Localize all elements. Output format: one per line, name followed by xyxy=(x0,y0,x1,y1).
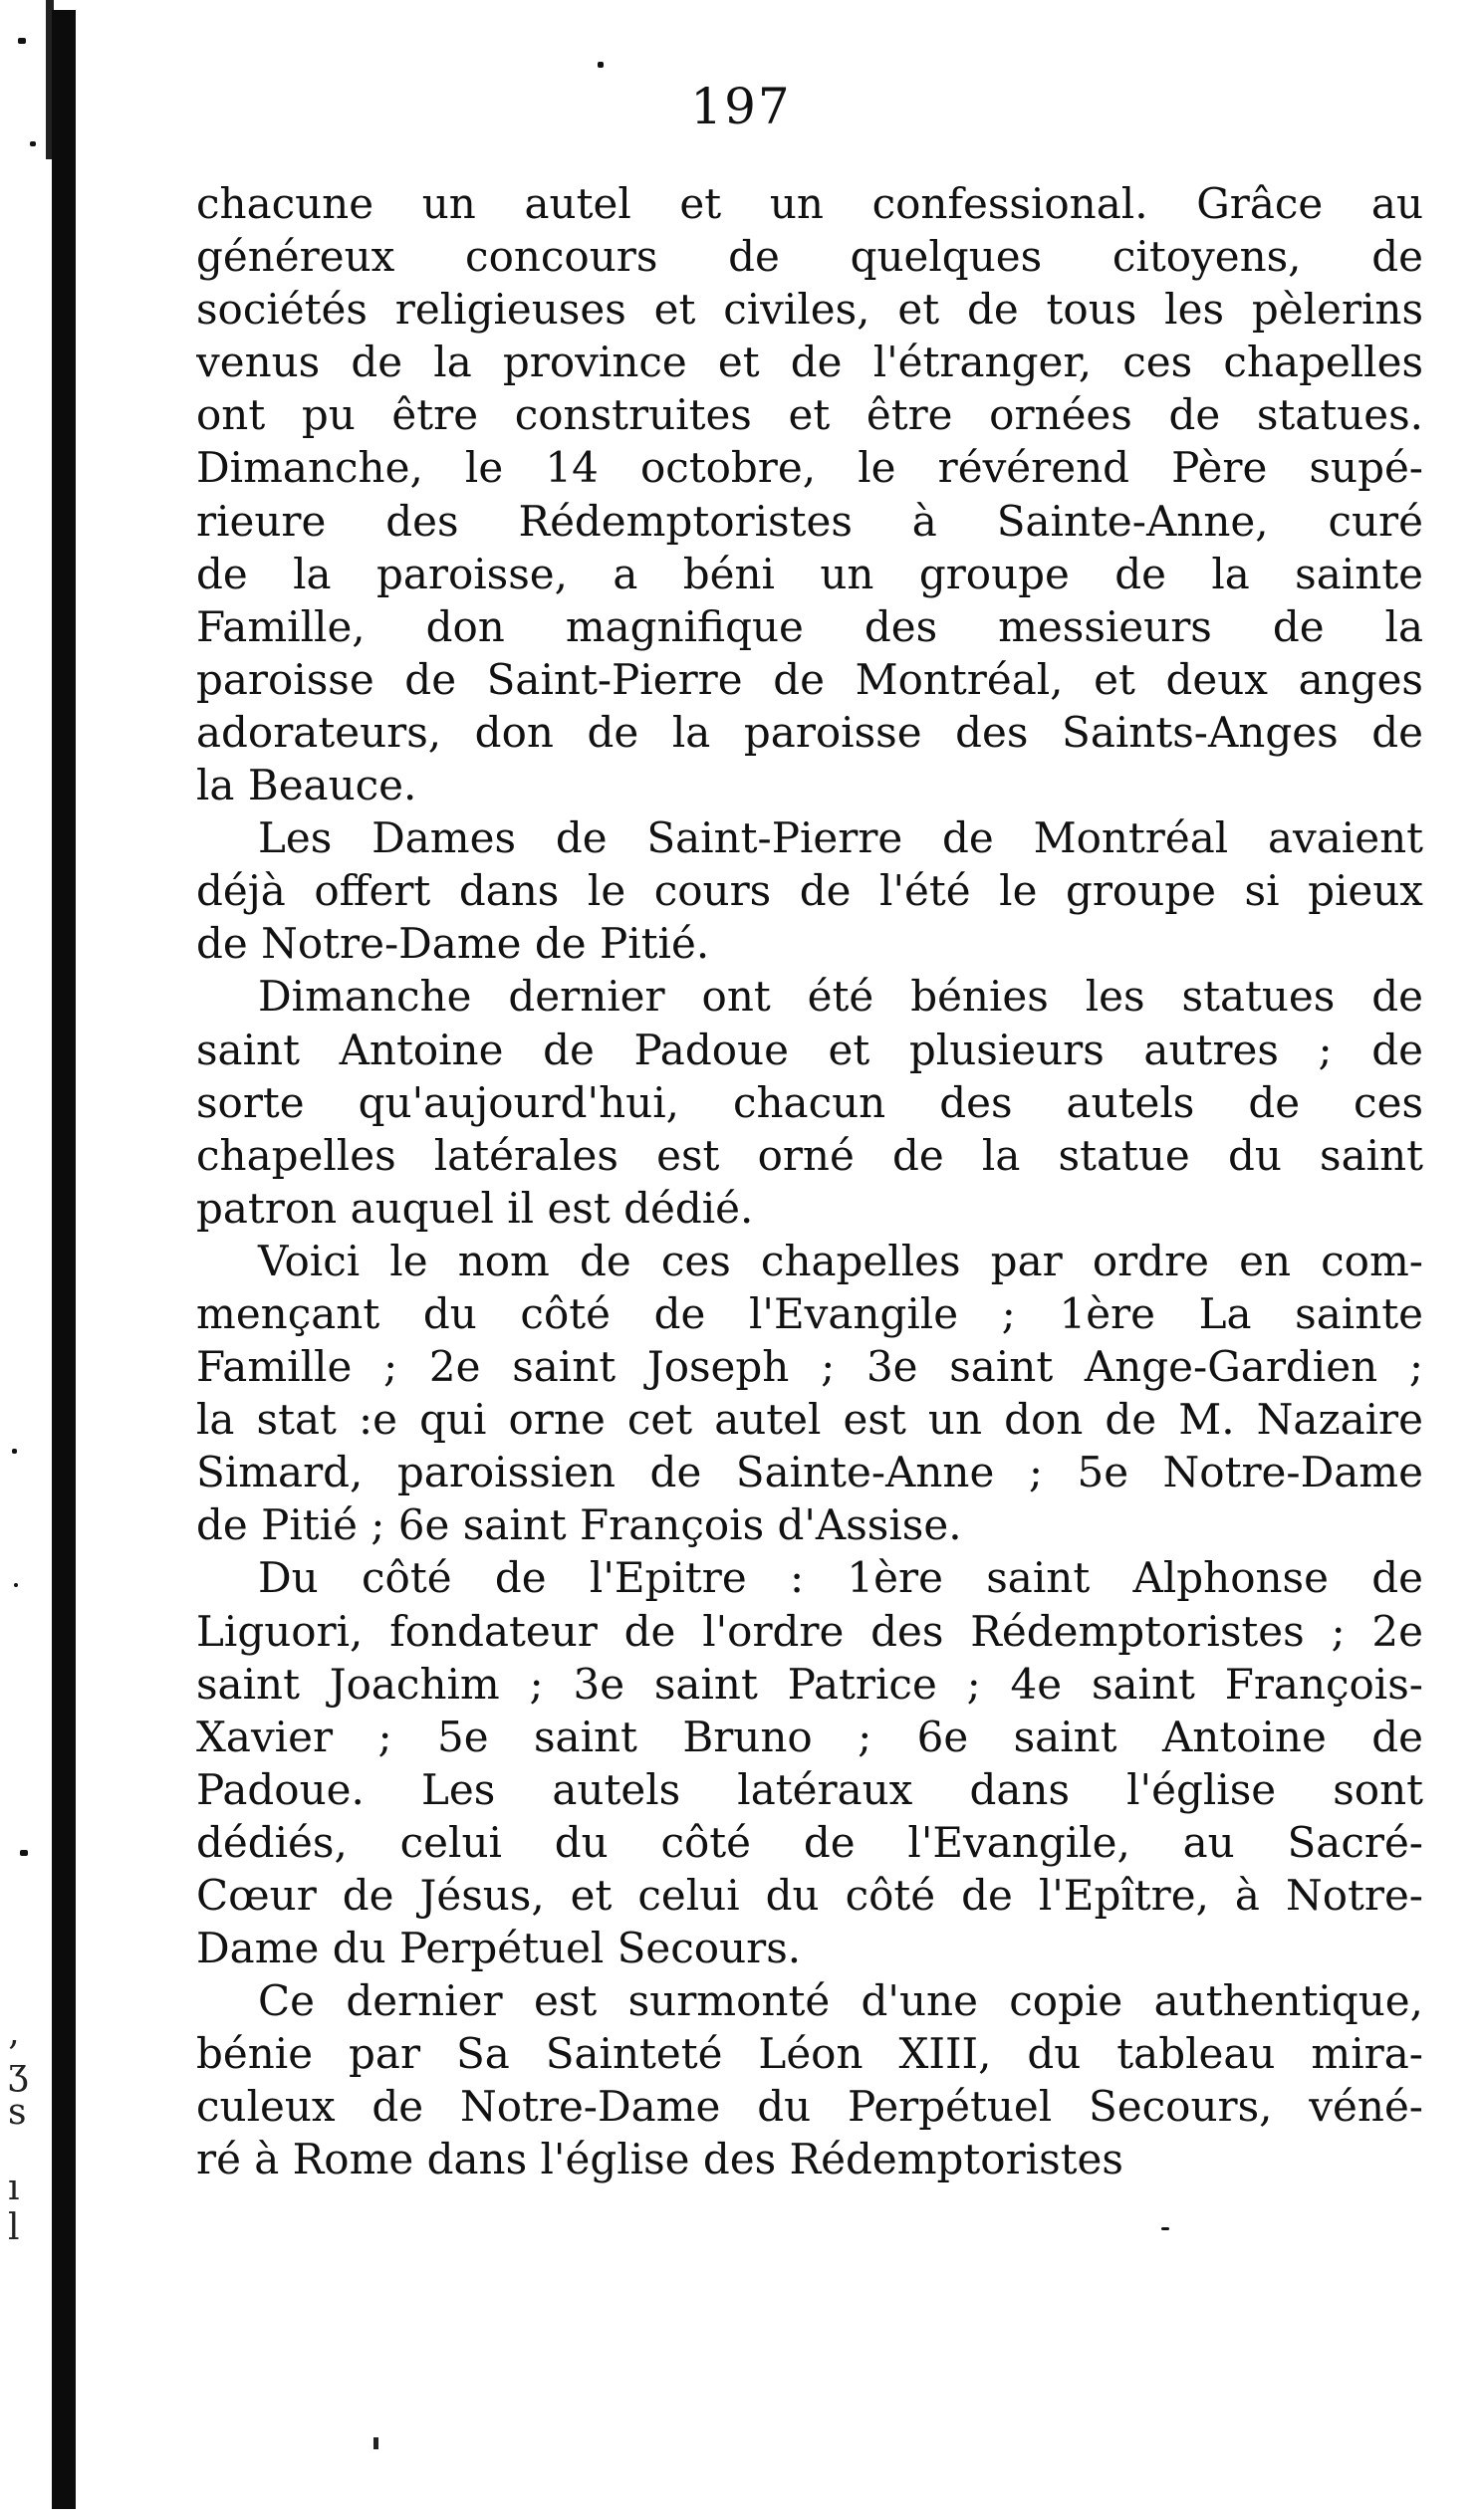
text-line: de la paroisse, a béni un groupe de la sainte xyxy=(196,549,1423,598)
text-line: rieure des Rédemptoristes à Sainte-Anne, curé xyxy=(196,496,1423,546)
margin-glyph: s xyxy=(8,2092,27,2133)
text-line: la Beauce. xyxy=(196,761,417,810)
text-line: Les Dames de Saint-Pierre de Montréal avaient xyxy=(258,813,1423,863)
text-line: paroisse de Saint-Pierre de Montréal, et deux anges xyxy=(196,654,1423,704)
text-line: Dimanche dernier ont été bénies les statues de xyxy=(258,972,1423,1022)
text-line: Xavier ; 5e saint Bruno ; 6e saint Antoine de xyxy=(196,1712,1423,1761)
text-line: ré à Rome dans l'église des Rédemptoristes xyxy=(196,2135,1123,2184)
scan-speck xyxy=(598,62,604,68)
text-line: de Notre-Dame de Pitié. xyxy=(196,919,710,969)
text-line: sociétés religieuses et civiles, et de tous les pèlerins xyxy=(196,285,1423,335)
text-line: Famille, don magnifique des messieurs de la xyxy=(196,601,1423,651)
text-line: Voici le nom de ces chapelles par ordre en com- xyxy=(258,1236,1423,1285)
text-line: Dimanche, le 14 octobre, le révérend Père supé- xyxy=(196,443,1423,493)
text-line: mençant du côté de l'Evangile ; 1ère La sainte xyxy=(196,1288,1423,1338)
scan-speck xyxy=(20,1850,28,1856)
text-line: Famille ; 2e saint Joseph ; 3e saint Ange-Gardien ; xyxy=(196,1342,1423,1392)
scan-speck xyxy=(12,1449,17,1454)
text-line: la stat :e qui orne cet autel est un don de M. Nazaire xyxy=(196,1395,1423,1445)
scan-speck xyxy=(373,2437,378,2449)
text-line: Ce dernier est surmonté d'une copie authentique, xyxy=(258,1976,1423,2026)
page-number: 197 xyxy=(690,78,792,135)
margin-glyph: ‚ xyxy=(8,2012,20,2053)
margin-glyph: l xyxy=(8,2207,20,2248)
text-line: bénie par Sa Sainteté Léon XIII, du tableau mira- xyxy=(196,2029,1423,2079)
text-line: Du côté de l'Epitre : 1ère saint Alphonse de xyxy=(258,1553,1423,1603)
margin-glyph: ı xyxy=(8,2168,20,2208)
text-line: Cœur de Jésus, et celui du côté de l'Epître, à Notre- xyxy=(196,1871,1423,1920)
text-line: Simard, paroissien de Sainte-Anne ; 5e Notre-Dame xyxy=(196,1448,1423,1497)
text-line: de Pitié ; 6e saint François d'Assise. xyxy=(196,1500,962,1550)
text-line: Padoue. Les autels latéraux dans l'église sont xyxy=(196,1764,1423,1814)
text-line: Dame du Perpétuel Secours. xyxy=(196,1924,802,1973)
text-line: sorte qu'aujourd'hui, chacun des autels de ces xyxy=(196,1077,1423,1127)
text-line: saint Joachim ; 3e saint Patrice ; 4e saint François- xyxy=(196,1659,1423,1709)
margin-glyph: ʒ xyxy=(8,2052,29,2093)
text-line: patron auquel il est dédié. xyxy=(196,1183,754,1233)
scan-speck xyxy=(30,141,36,146)
text-line: chacune un autel et un confessional. Grâce au xyxy=(196,179,1423,228)
scan-speck xyxy=(1161,2227,1169,2230)
text-line: dédiés, celui du côté de l'Evangile, au Sacré- xyxy=(196,1817,1423,1867)
text-line: saint Antoine de Padoue et plusieurs autres ; de xyxy=(196,1025,1423,1074)
text-line: adorateurs, don de la paroisse des Saints-Anges de xyxy=(196,707,1423,757)
text-line: généreux concours de quelques citoyens, de xyxy=(196,232,1423,282)
text-line: Liguori, fondateur de l'ordre des Rédemptoristes ; 2e xyxy=(196,1606,1423,1656)
margin-fragment xyxy=(8,2013,28,2248)
text-line: culeux de Notre-Dame du Perpétuel Secours, véné- xyxy=(196,2082,1423,2132)
binding-gutter-bar xyxy=(52,10,76,2509)
text-line: ont pu être construites et être ornées de statues. xyxy=(196,390,1423,440)
text-line: chapelles latérales est orné de la statue du saint xyxy=(196,1130,1423,1180)
text-line: déjà offert dans le cours de l'été le groupe si pieux xyxy=(196,866,1423,916)
scan-speck xyxy=(18,38,26,44)
body-text xyxy=(196,177,1423,2186)
scan-speck xyxy=(14,1583,18,1587)
text-line: venus de la province et de l'étranger, ces chapelles xyxy=(196,338,1423,387)
